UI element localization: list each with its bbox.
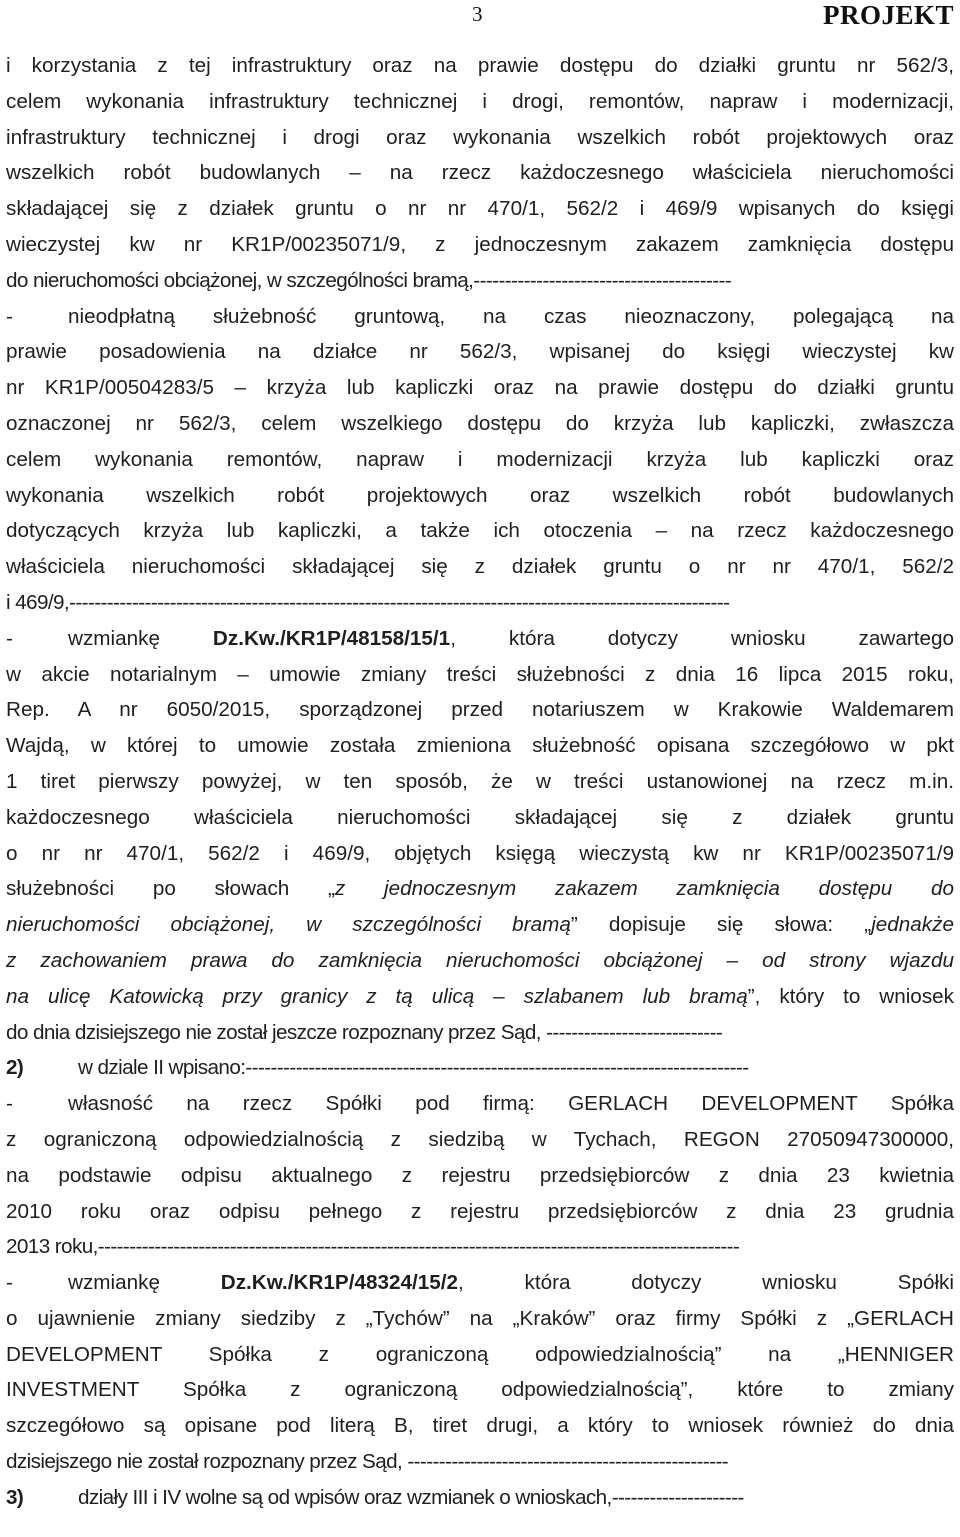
list-dash: - bbox=[6, 1092, 13, 1116]
text-line: na podstawie odpisu aktualnego z rejestru przedsiębiorców z dnia 23 kwietnia bbox=[6, 1163, 954, 1187]
text-line-item bbox=[6, 1086, 954, 1122]
document-body bbox=[6, 48, 954, 1516]
section-title: działy III i IV wolne są od wpisów oraz wzmianek o wnioskach,--------------------- bbox=[78, 1485, 744, 1509]
page-number: 3 bbox=[472, 2, 483, 26]
text-line: DEVELOPMENT Spółka z ograniczoną odpowiedzialnością” na „HENNIGER bbox=[6, 1342, 954, 1366]
item-text: ”, który to wniosek bbox=[747, 984, 955, 1008]
project-label: PROJEKT bbox=[822, 0, 954, 30]
text-line: infrastruktury technicznej i drogi oraz wykonania wszelkich robót projektowych oraz bbox=[6, 125, 954, 149]
section-heading bbox=[6, 1050, 954, 1086]
quoted-text: jednakże bbox=[871, 913, 954, 937]
text-line: do dnia dzisiejszego nie został jeszcze rozpoznany przez Sąd, ---------------------------- bbox=[6, 1020, 723, 1044]
quoted-text: z jednoczesnym zakazem zamknięcia dostępu do bbox=[334, 877, 954, 901]
text-line: nr KR1P/00504283/5 – krzyża lub kapliczki oraz na prawie dostępu do działki gruntu bbox=[6, 376, 954, 400]
land-register-reference: Dz.Kw./KR1P/48158/15/1 bbox=[212, 626, 451, 650]
text-line: i korzystania z tej infrastruktury oraz na prawie dostępu do działki gruntu nr 562/3, bbox=[6, 54, 954, 77]
text-line: celem wykonania infrastruktury technicznej i drogi, remontów, napraw i modernizacji, bbox=[6, 89, 954, 113]
text-line: prawie posadowienia na działce nr 562/3, wpisanej do księgi wieczystej kw bbox=[6, 340, 954, 364]
text-line-item bbox=[6, 299, 954, 335]
section-number: 2) bbox=[6, 1056, 24, 1080]
item-text: , która dotyczy wniosku zawartego bbox=[450, 626, 954, 650]
text-line: dzisiejszego nie został rozpoznany przez Sąd, --------------------------------------------------- bbox=[6, 1450, 729, 1474]
list-dash: - bbox=[6, 1271, 13, 1295]
item-text: , która dotyczy wniosku Spółki bbox=[458, 1271, 955, 1295]
text-line: celem wykonania remontów, napraw i modernizacji krzyża lub kapliczki oraz bbox=[6, 447, 954, 471]
quoted-text-line: z zachowaniem prawa do zamknięcia nieruchomości obciążonej – od strony wjazdu bbox=[6, 948, 954, 972]
text-line: każdoczesnego właściciela nieruchomości składającej się z działek gruntu bbox=[6, 805, 954, 829]
text-line: o nr nr 470/1, 562/2 i 469/9, objętych księgą wieczystą kw nr KR1P/00235071/9 bbox=[6, 841, 954, 865]
text-line bbox=[6, 907, 954, 943]
item-text: służebności po słowach „ bbox=[6, 877, 335, 901]
text-line bbox=[6, 871, 954, 907]
quoted-text: na ulicę Katowicką przy granicy z tą ulicą – szlabanem lub bramą bbox=[6, 984, 748, 1008]
quoted-text: nieruchomości obciążonej, w szczególności bramą bbox=[6, 913, 571, 937]
land-register-reference: Dz.Kw./KR1P/48324/15/2 bbox=[220, 1271, 459, 1295]
text-line-item bbox=[6, 1265, 954, 1301]
text-line: szczegółowo są opisane pod literą B, tiret drugi, a który to wniosek również do dnia bbox=[6, 1414, 954, 1438]
text-line: w akcie notarialnym – umowie zmiany treści służebności z dnia 16 lipca 2015 roku, bbox=[6, 662, 954, 686]
text-line: właściciela nieruchomości składającej się z działek gruntu o nr nr 470/1, 562/2 bbox=[6, 555, 954, 579]
text-line: z ograniczoną odpowiedzialnością z siedzibą w Tychach, REGON 27050947300000, bbox=[6, 1127, 954, 1151]
section-title: w dziale II wpisano:-------------------------------------------------------------------------------- bbox=[78, 1056, 749, 1080]
section-heading bbox=[6, 1480, 954, 1516]
item-text: własność na rzecz Spółki pod firmą: GERLACH DEVELOPMENT Spółka bbox=[68, 1092, 954, 1116]
text-line: do nieruchomości obciążonej, w szczególności bramą,----------------------------------------- bbox=[6, 268, 732, 292]
text-line: Wajdą, w której to umowie została zmieniona służebność opisana szczegółowo w pkt bbox=[6, 734, 954, 758]
text-line: wieczystej kw nr KR1P/00235071/9, z jednoczesnym zakazem zamknięcia dostępu bbox=[6, 232, 954, 256]
list-dash: - bbox=[6, 626, 13, 650]
text-line: dotyczących krzyża lub kapliczki, a także ich otoczenia – na rzecz każdoczesnego bbox=[6, 519, 954, 543]
item-text: nieodpłatną służebność gruntową, na czas nieoznaczony, polegającą na bbox=[68, 304, 954, 328]
text-line: i 469/9,--------------------------------------------------------------------------------------------------------- bbox=[6, 590, 730, 614]
list-dash: - bbox=[6, 304, 13, 328]
item-text: wzmiankę bbox=[68, 1271, 160, 1295]
section-number: 3) bbox=[6, 1485, 24, 1509]
text-line: 2013 roku,------------------------------------------------------------------------------------------------------ bbox=[6, 1235, 740, 1259]
text-line: Rep. A nr 6050/2015, sporządzonej przed notariuszem w Krakowie Waldemarem bbox=[6, 698, 954, 722]
text-line bbox=[6, 979, 954, 1015]
text-line: oznaczonej nr 562/3, celem wszelkiego dostępu do krzyża lub kapliczki, zwłaszcza bbox=[6, 411, 954, 435]
text-line: składającej się z działek gruntu o nr nr 470/1, 562/2 i 469/9 wpisanych do księgi bbox=[6, 197, 954, 221]
text-line: wszelkich robót budowlanych – na rzecz każdoczesnego właściciela nieruchomości bbox=[6, 161, 954, 185]
text-line: INVESTMENT Spółka z ograniczoną odpowiedzialnością”, które to zmiany bbox=[6, 1378, 954, 1402]
item-text: ” dopisuje się słowa: „ bbox=[570, 913, 872, 937]
item-text: wzmiankę bbox=[68, 626, 160, 650]
text-line-item bbox=[6, 621, 954, 657]
text-line: 2010 roku oraz odpisu pełnego z rejestru przedsiębiorców z dnia 23 grudnia bbox=[6, 1199, 954, 1223]
text-line: o ujawnienie zmiany siedziby z „Tychów” na „Kraków” oraz firmy Spółki z „GERLACH bbox=[6, 1306, 954, 1330]
text-line: 1 tiret pierwszy powyżej, w ten sposób, że w treści ustanowionej na rzecz m.in. bbox=[6, 769, 954, 793]
text-line: wykonania wszelkich robót projektowych oraz wszelkich robót budowlanych bbox=[6, 483, 954, 507]
